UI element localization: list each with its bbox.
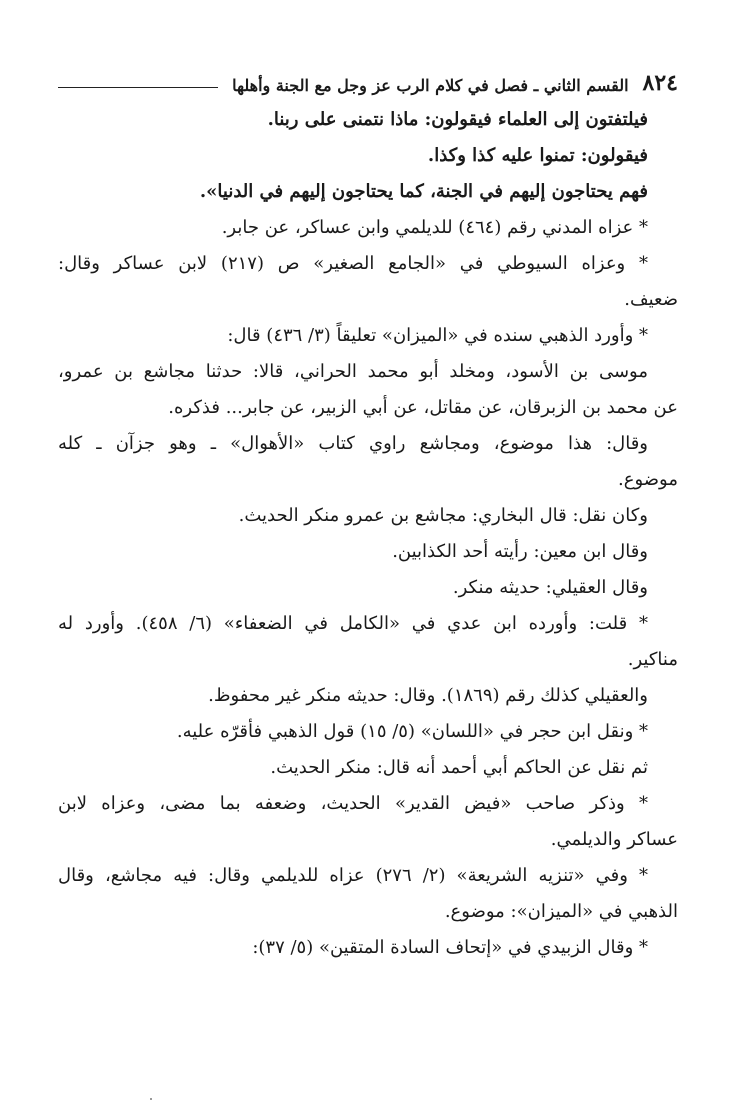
- text-line: * وقال الزبيدي في «إتحاف السادة المتقين» (٥/ ٣٧):: [252, 937, 648, 958]
- text-line: عن محمد بن الزبرقان، عن مقاتل، عن أبي الزبير، عن جابر... فذكره.: [168, 397, 678, 418]
- text-line: * وأورد الذهبي سنده في «الميزان» تعليقاً (٣/ ٤٣٦) قال:: [227, 325, 648, 346]
- text-line: مناكير.: [627, 649, 678, 670]
- page: [58, 60, 678, 1090]
- text-line: موسى بن الأسود، ومخلد أبو محمد الحراني، قالا: حدثنا مجاشع بن عمرو،: [58, 361, 648, 382]
- text-line: وقال: هذا موضوع، ومجاشع راوي كتاب «الأهوال» ـ وهو جزآن ـ كله: [58, 433, 648, 454]
- text-line: فيلتفتون إلى العلماء فيقولون: ماذا نتمنى على ربنا.: [267, 109, 648, 130]
- page-number: ٨٢٤: [642, 70, 678, 96]
- text-line: * وذكر صاحب «فيض القدير» الحديث، وضعفه بما مضى، وعزاه لابن: [58, 793, 648, 814]
- text-line: * قلت: وأورده ابن عدي في «الكامل في الضعفاء» (٦/ ٤٥٨). وأورد له: [58, 613, 648, 634]
- text-line: والعقيلي كذلك رقم (١٨٦٩). وقال: حديثه منكر غير محفوظ.: [208, 685, 648, 706]
- text-body: [58, 102, 678, 966]
- text-line: الذهبي في «الميزان»: موضوع.: [444, 901, 678, 922]
- running-title: القسم الثاني ـ فصل في كلام الرب عز وجل مع الجنة وأهلها: [232, 76, 629, 95]
- text-line: * وعزاه السيوطي في «الجامع الصغير» ص (٢١٧) لابن عساكر وقال:: [58, 253, 649, 274]
- text-line: موضوع.: [618, 469, 678, 490]
- text-line: عساكر والديلمي.: [550, 829, 678, 850]
- text-line: * وفي «تنزيه الشريعة» (٢/ ٢٧٦) عزاه للديلمي وقال: فيه مجاشع، وقال: [58, 865, 648, 886]
- header-rule: [58, 87, 218, 88]
- text-line: ضعيف.: [624, 289, 678, 310]
- margin-dot: [150, 1098, 152, 1100]
- text-line: * عزاه المدني رقم (٤٦٤) للديلمي وابن عساكر، عن جابر.: [221, 217, 648, 238]
- text-line: فيقولون: تمنوا عليه كذا وكذا.: [427, 145, 648, 166]
- text-line: وقال ابن معين: رأيته أحد الكذابين.: [392, 541, 648, 562]
- text-line: وقال العقيلي: حديثه منكر.: [452, 577, 648, 598]
- text-line: * ونقل ابن حجر في «اللسان» (٥/ ١٥) قول الذهبي فأقرّه عليه.: [176, 721, 648, 742]
- text-line: ثم نقل عن الحاكم أبي أحمد أنه قال: منكر الحديث.: [270, 757, 648, 778]
- text-line: فهم يحتاجون إليهم في الجنة، كما يحتاجون إليهم في الدنيا».: [199, 181, 648, 202]
- text-line: وكان نقل: قال البخاري: مجاشع بن عمرو منكر الحديث.: [238, 505, 648, 526]
- running-header: [58, 60, 678, 94]
